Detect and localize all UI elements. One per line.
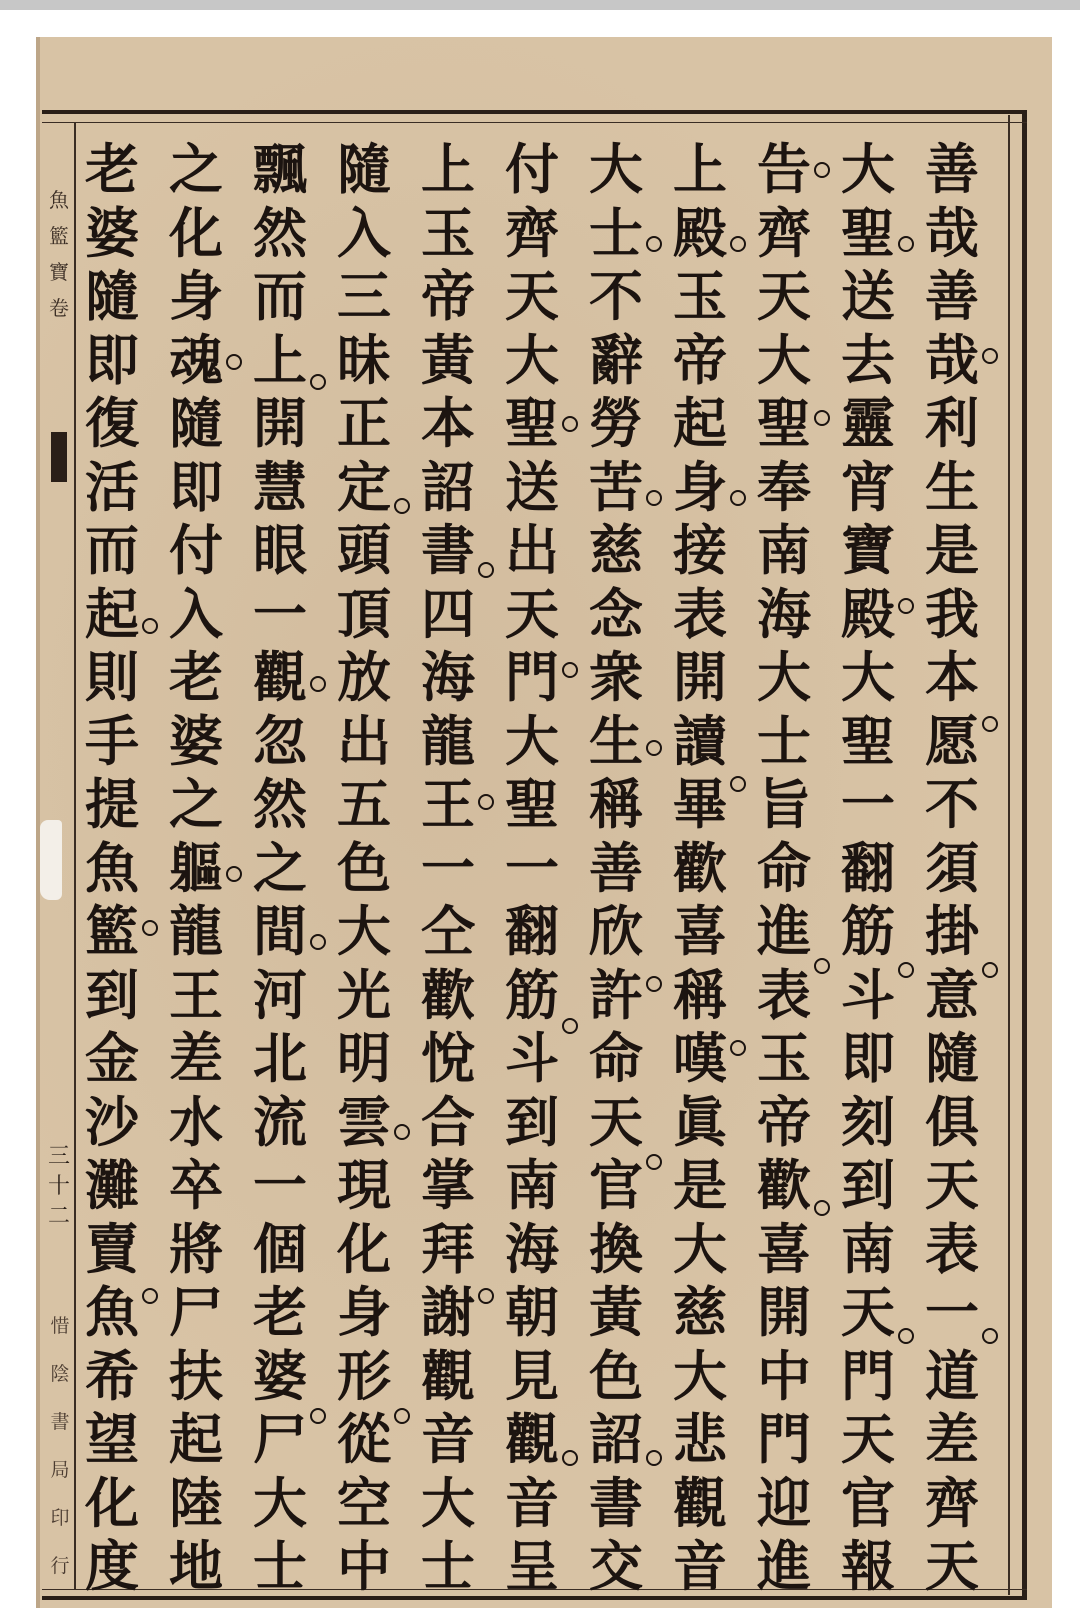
punctuation-circle-mark bbox=[730, 490, 746, 506]
punctuation-circle-mark bbox=[394, 498, 410, 514]
fishtail-block-mark bbox=[51, 432, 67, 482]
punctuation-circle-mark bbox=[226, 354, 242, 370]
torn-paper-spot bbox=[40, 820, 62, 900]
text-column-9: 飄然而上開慧眼一觀忽然之間河北流一個老婆尸大士 bbox=[253, 137, 307, 1598]
punctuation-circle-mark bbox=[478, 562, 494, 578]
punctuation-circle-mark bbox=[730, 1040, 746, 1056]
punctuation-circle-mark bbox=[982, 1328, 998, 1344]
punctuation-circle-mark bbox=[394, 1408, 410, 1424]
right-frame-rule bbox=[1008, 115, 1010, 1595]
publisher-imprint: 惜 陰 書 局 印 行 bbox=[50, 1315, 70, 1577]
punctuation-circle-mark bbox=[562, 1018, 578, 1034]
punctuation-circle-mark bbox=[814, 958, 830, 974]
punctuation-circle-mark bbox=[898, 1328, 914, 1344]
punctuation-circle-mark bbox=[562, 1450, 578, 1466]
punctuation-circle-mark bbox=[478, 794, 494, 810]
top-border-strip bbox=[0, 0, 1080, 10]
text-column-5: 大士不辭勞苦慈念衆生稱善欣許命天官換黃色詔書交 bbox=[589, 137, 643, 1598]
punctuation-circle-mark bbox=[730, 776, 746, 792]
punctuation-circle-mark bbox=[310, 676, 326, 692]
text-column-4: 上殿玉帝起身接表開讀畢歡喜稱嘆眞是大慈大悲觀音 bbox=[673, 137, 727, 1598]
text-column-8: 隨入三昧正定頭頂放出五色大光明雲現化身形從空中 bbox=[337, 137, 391, 1598]
punctuation-circle-mark bbox=[562, 662, 578, 678]
punctuation-circle-mark bbox=[814, 162, 830, 178]
punctuation-circle-mark bbox=[646, 1154, 662, 1170]
page-number: 三十二 bbox=[47, 1144, 70, 1229]
punctuation-circle-mark bbox=[898, 962, 914, 978]
punctuation-circle-mark bbox=[646, 490, 662, 506]
text-column-3: 告齊天大聖奉南海大士旨命進表玉帝歡喜開中門迎進 bbox=[757, 137, 811, 1598]
punctuation-circle-mark bbox=[142, 618, 158, 634]
punctuation-circle-mark bbox=[982, 716, 998, 732]
text-column-10: 之化身魂隨即付入老婆之軀龍王差水卒將尸扶起陸地 bbox=[169, 137, 223, 1598]
punctuation-circle-mark bbox=[646, 1450, 662, 1466]
punctuation-circle-mark bbox=[142, 1288, 158, 1304]
text-column-7: 上玉帝黃本詔書四海龍王一仝歡悅合掌拜謝觀音大士 bbox=[421, 137, 475, 1598]
punctuation-circle-mark bbox=[646, 740, 662, 756]
punctuation-circle-mark bbox=[310, 1408, 326, 1424]
text-column-2: 大聖送去靈宵寶殿大聖一翻筋斗即刻到南天門天官報 bbox=[841, 137, 895, 1598]
punctuation-circle-mark bbox=[814, 410, 830, 426]
punctuation-circle-mark bbox=[646, 976, 662, 992]
punctuation-circle-mark bbox=[226, 866, 242, 882]
punctuation-circle-mark bbox=[898, 598, 914, 614]
punctuation-circle-mark bbox=[730, 236, 746, 252]
text-column-6: 付齊天大聖送出天門大聖一翻筋斗到南海朝見觀音呈 bbox=[505, 137, 559, 1598]
punctuation-circle-mark bbox=[646, 236, 662, 252]
punctuation-circle-mark bbox=[394, 1124, 410, 1140]
punctuation-circle-mark bbox=[478, 1288, 494, 1304]
text-column-1: 善哉善哉利生是我本愿不須掛意隨俱天表一道差齊天 bbox=[925, 137, 979, 1598]
punctuation-circle-mark bbox=[310, 374, 326, 390]
margin-column-rule bbox=[74, 122, 76, 1590]
book-title-margin: 魚籃寶卷 bbox=[49, 188, 69, 320]
text-column-11: 老婆隨即復活而起則手提魚籃到金沙灘賣魚希望化度 bbox=[85, 137, 139, 1598]
punctuation-circle-mark bbox=[814, 1200, 830, 1216]
punctuation-circle-mark bbox=[982, 962, 998, 978]
punctuation-circle-mark bbox=[982, 348, 998, 364]
punctuation-circle-mark bbox=[562, 416, 578, 432]
punctuation-circle-mark bbox=[310, 934, 326, 950]
punctuation-circle-mark bbox=[142, 920, 158, 936]
punctuation-circle-mark bbox=[898, 236, 914, 252]
